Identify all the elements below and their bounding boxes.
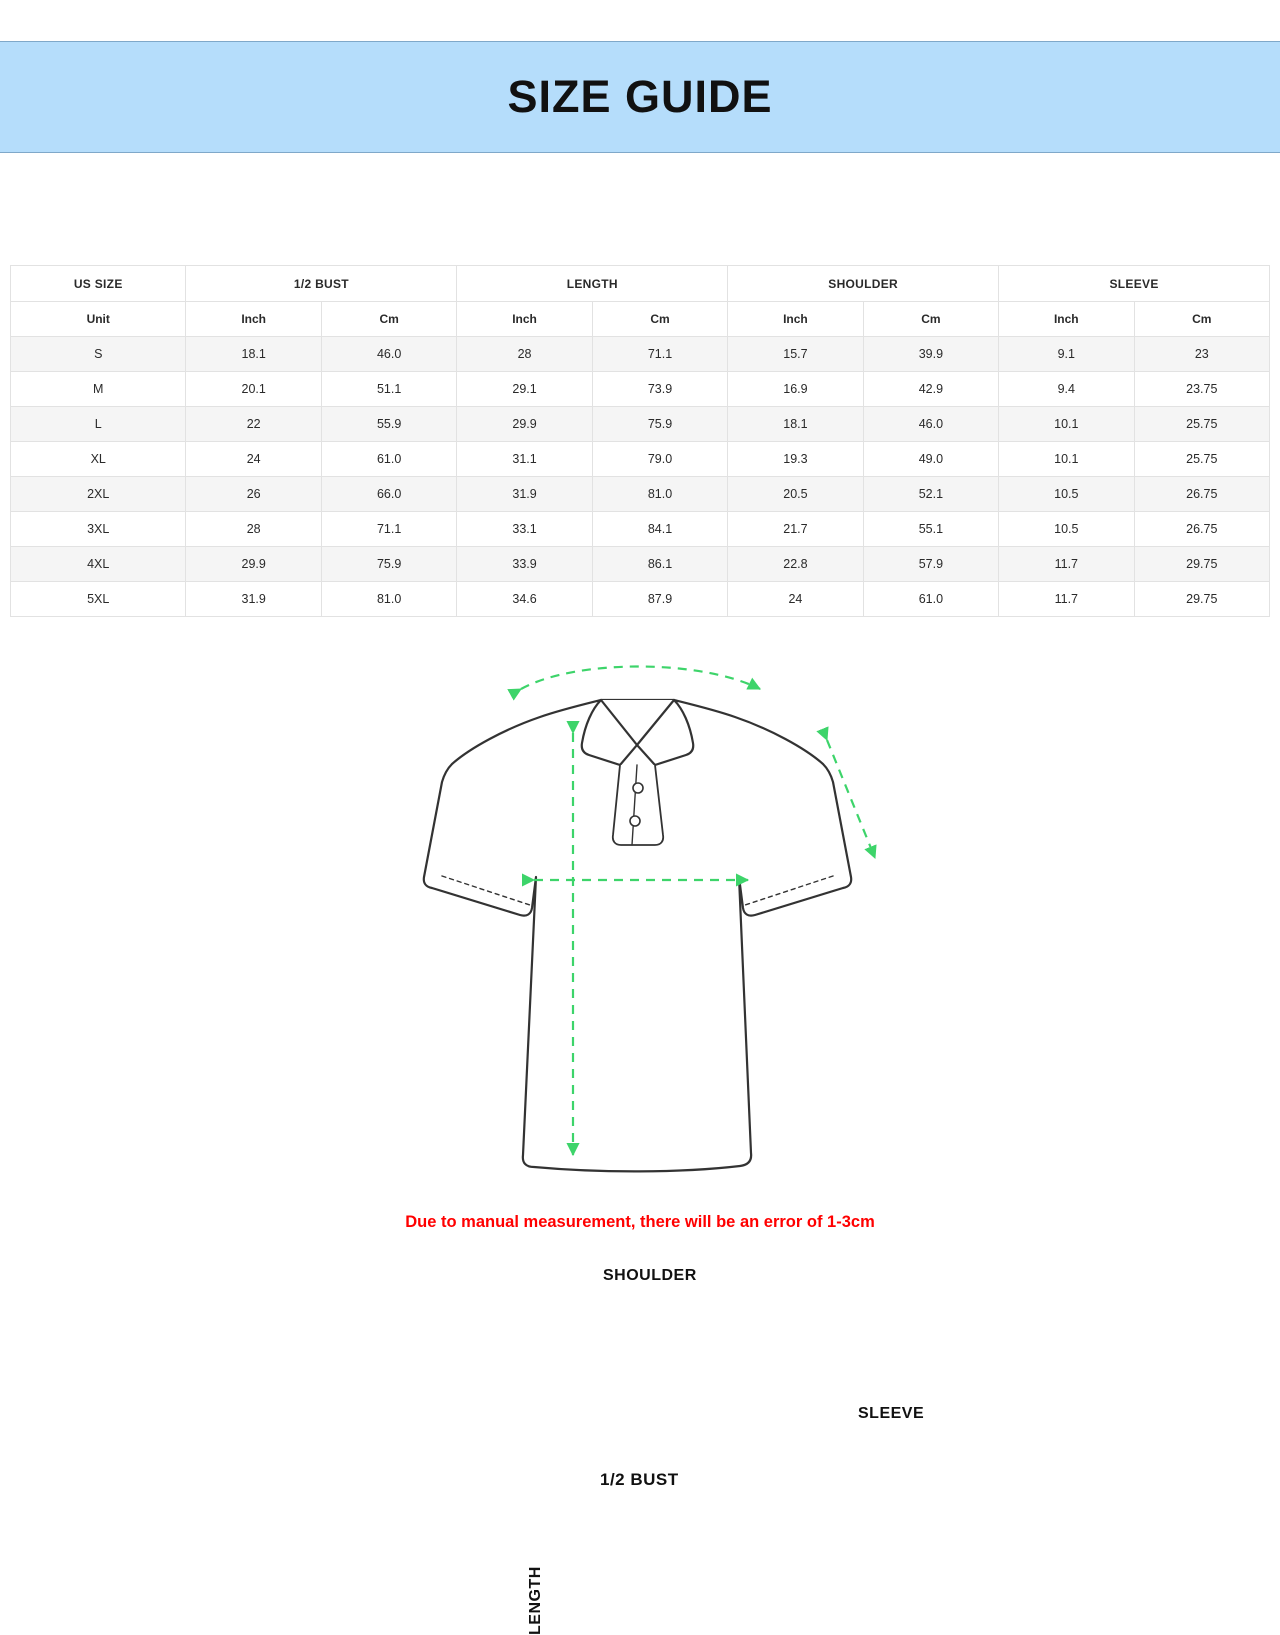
row-size: M — [11, 372, 186, 407]
row-shoulder-inch: 15.7 — [728, 337, 863, 372]
row-sleeve-cm: 26.75 — [1134, 477, 1269, 512]
row-sleeve-inch: 11.7 — [999, 547, 1134, 582]
row-bust-cm: 51.1 — [321, 372, 456, 407]
row-sleeve-cm: 26.75 — [1134, 512, 1269, 547]
row-sleeve-inch: 10.5 — [999, 512, 1134, 547]
row-length-cm: 81.0 — [592, 477, 727, 512]
size-table — [10, 265, 1270, 617]
table-header-sleeve: SLEEVE — [999, 266, 1270, 302]
unit-sleeve-cm: Cm — [1134, 302, 1269, 337]
row-bust-inch: 26 — [186, 477, 321, 512]
row-length-inch: 33.1 — [457, 512, 592, 547]
unit-shoulder-inch: Inch — [728, 302, 863, 337]
table-header-shoulder: SHOULDER — [728, 266, 999, 302]
row-length-cm: 84.1 — [592, 512, 727, 547]
table-unit-row — [11, 302, 1270, 337]
table-row — [11, 477, 1270, 512]
row-sleeve-inch: 11.7 — [999, 582, 1134, 617]
row-sleeve-cm: 25.75 — [1134, 442, 1269, 477]
row-shoulder-cm: 39.9 — [863, 337, 998, 372]
row-bust-cm: 71.1 — [321, 512, 456, 547]
row-length-cm: 73.9 — [592, 372, 727, 407]
row-shoulder-inch: 19.3 — [728, 442, 863, 477]
row-bust-inch: 28 — [186, 512, 321, 547]
row-length-cm: 71.1 — [592, 337, 727, 372]
table-row — [11, 512, 1270, 547]
size-table-container — [10, 265, 1270, 617]
table-row — [11, 582, 1270, 617]
row-shoulder-inch: 20.5 — [728, 477, 863, 512]
row-bust-inch: 24 — [186, 442, 321, 477]
row-sleeve-cm: 23.75 — [1134, 372, 1269, 407]
table-row — [11, 442, 1270, 477]
row-sleeve-cm: 29.75 — [1134, 582, 1269, 617]
row-shoulder-inch: 16.9 — [728, 372, 863, 407]
table-row — [11, 337, 1270, 372]
shoulder-measure-arrow — [521, 667, 760, 690]
row-length-inch: 29.1 — [457, 372, 592, 407]
row-length-inch: 29.9 — [457, 407, 592, 442]
row-size: S — [11, 337, 186, 372]
row-shoulder-cm: 57.9 — [863, 547, 998, 582]
table-row — [11, 372, 1270, 407]
unit-label: Unit — [11, 302, 186, 337]
row-length-inch: 31.9 — [457, 477, 592, 512]
row-length-inch: 33.9 — [457, 547, 592, 582]
unit-shoulder-cm: Cm — [863, 302, 998, 337]
row-shoulder-cm: 61.0 — [863, 582, 998, 617]
row-size: 2XL — [11, 477, 186, 512]
row-sleeve-inch: 9.4 — [999, 372, 1134, 407]
row-sleeve-cm: 23 — [1134, 337, 1269, 372]
row-bust-inch: 29.9 — [186, 547, 321, 582]
row-bust-cm: 46.0 — [321, 337, 456, 372]
polo-shirt-outline — [424, 700, 851, 1171]
row-bust-inch: 18.1 — [186, 337, 321, 372]
measurement-error-note: Due to manual measurement, there will be an error of 1-3cm — [405, 1213, 875, 1231]
row-sleeve-inch: 10.1 — [999, 442, 1134, 477]
row-length-cm: 79.0 — [592, 442, 727, 477]
row-shoulder-cm: 55.1 — [863, 512, 998, 547]
row-sleeve-cm: 29.75 — [1134, 547, 1269, 582]
row-shoulder-inch: 18.1 — [728, 407, 863, 442]
row-size: XL — [11, 442, 186, 477]
table-header-us-size: US SIZE — [11, 266, 186, 302]
row-length-inch: 34.6 — [457, 582, 592, 617]
row-sleeve-inch: 10.1 — [999, 407, 1134, 442]
page-title: SIZE GUIDE — [507, 71, 773, 122]
unit-bust-cm: Cm — [321, 302, 456, 337]
table-header-length: LENGTH — [457, 266, 728, 302]
row-shoulder-cm: 49.0 — [863, 442, 998, 477]
row-length-cm: 75.9 — [592, 407, 727, 442]
size-guide-banner — [0, 41, 1280, 153]
row-bust-cm: 55.9 — [321, 407, 456, 442]
bust-label: 1/2 BUST — [600, 1470, 679, 1489]
row-bust-inch: 22 — [186, 407, 321, 442]
row-length-inch: 31.1 — [457, 442, 592, 477]
row-size: L — [11, 407, 186, 442]
row-sleeve-inch: 9.1 — [999, 337, 1134, 372]
row-length-cm: 86.1 — [592, 547, 727, 582]
unit-bust-inch: Inch — [186, 302, 321, 337]
row-length-inch: 28 — [457, 337, 592, 372]
row-size: 4XL — [11, 547, 186, 582]
row-sleeve-cm: 25.75 — [1134, 407, 1269, 442]
table-row — [11, 547, 1270, 582]
row-size: 3XL — [11, 512, 186, 547]
row-bust-inch: 31.9 — [186, 582, 321, 617]
sleeve-label: SLEEVE — [858, 1405, 925, 1422]
table-group-header-row — [11, 266, 1270, 302]
unit-length-cm: Cm — [592, 302, 727, 337]
row-length-cm: 87.9 — [592, 582, 727, 617]
table-header-bust: 1/2 BUST — [186, 266, 457, 302]
row-bust-cm: 81.0 — [321, 582, 456, 617]
row-bust-cm: 61.0 — [321, 442, 456, 477]
row-size: 5XL — [11, 582, 186, 617]
row-bust-inch: 20.1 — [186, 372, 321, 407]
unit-sleeve-inch: Inch — [999, 302, 1134, 337]
row-shoulder-inch: 21.7 — [728, 512, 863, 547]
row-shoulder-cm: 52.1 — [863, 477, 998, 512]
row-shoulder-inch: 24 — [728, 582, 863, 617]
row-sleeve-inch: 10.5 — [999, 477, 1134, 512]
row-bust-cm: 66.0 — [321, 477, 456, 512]
unit-length-inch: Inch — [457, 302, 592, 337]
row-shoulder-inch: 22.8 — [728, 547, 863, 582]
shoulder-label: SHOULDER — [603, 1267, 697, 1284]
table-row — [11, 407, 1270, 442]
row-shoulder-cm: 42.9 — [863, 372, 998, 407]
length-label: LENGTH — [527, 1566, 544, 1635]
row-bust-cm: 75.9 — [321, 547, 456, 582]
row-shoulder-cm: 46.0 — [863, 407, 998, 442]
